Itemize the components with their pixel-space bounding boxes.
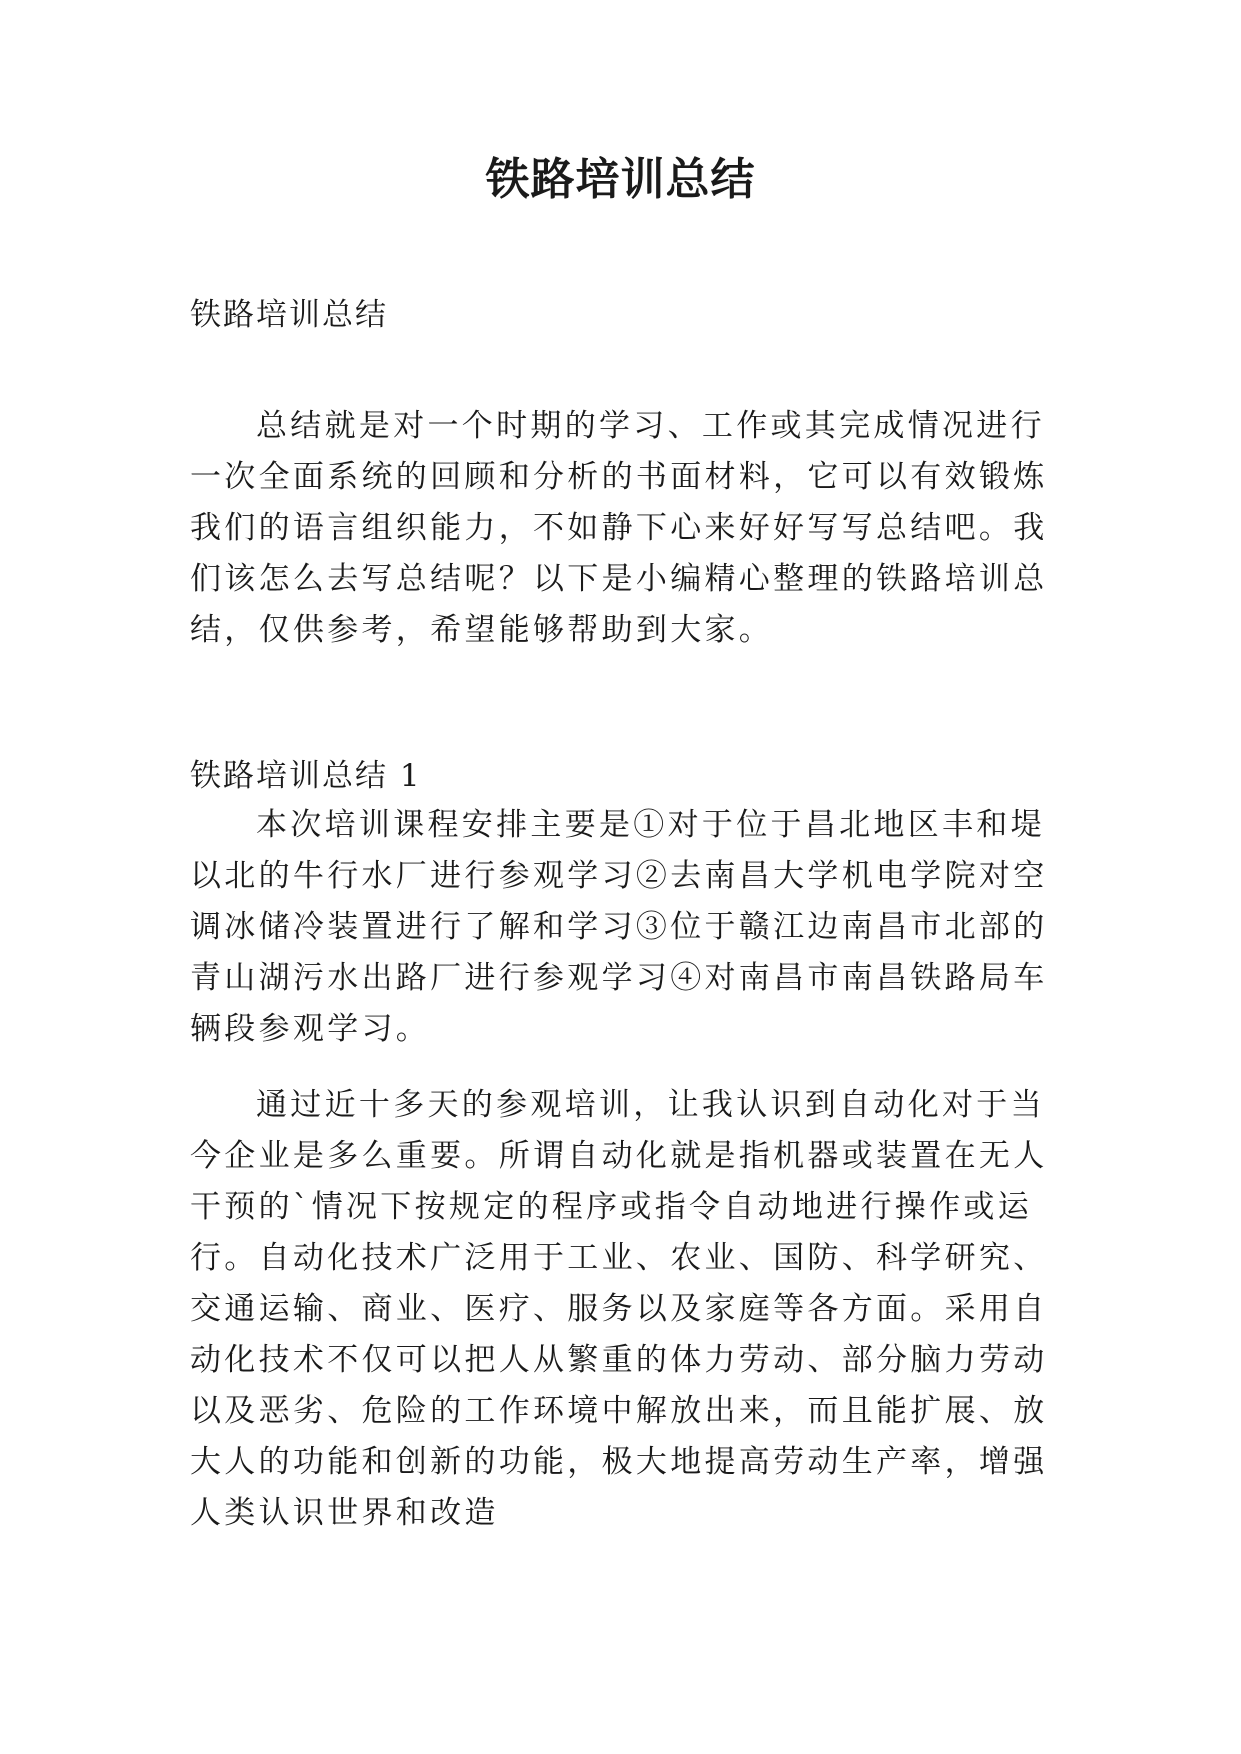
- document-title: 铁路培训总结: [485, 154, 756, 205]
- body-paragraph: 本次培训课程安排主要是①对于位于昌北地区丰和堤以北的牛行水厂进行参观学习②去南昌大学机电学院对空调冰储冷装置进行了解和学习③位于赣江边南昌市北部的青山湖污水出路厂进行参观学习④对南昌市南昌铁路局车辆段参观学习。: [190, 807, 1048, 1047]
- body-paragraph: 通过近十多天的参观培训，让我认识到自动化对于当今企业是多么重要。所谓自动化就是指机器或装置在无人干预的`情况下按规定的程序或指令自动地进行操作或运行。自动化技术广泛用于工业、农业、国防、科学研究、交通运输、商业、医疗、服务以及家庭等各方面。采用自动化技术不仅可以把人从繁重的体力劳动、部分脑力劳动以及恶劣、危险的工作环境中解放出来，而且能扩展、放大人的功能和创新的功能，极大地提高劳动生产率，增强人类认识世界和改造: [190, 1087, 1048, 1531]
- section-heading: 铁路培训总结 1: [190, 758, 422, 794]
- intro-paragraph: 总结就是对一个时期的学习、工作或其完成情况进行一次全面系统的回顾和分析的书面材料，它可以有效锻炼我们的语言组织能力，不如静下心来好好写写总结吧。我们该怎么去写总结呢？以下是小编精心整理的铁路培训总结，仅供参考，希望能够帮助到大家。: [190, 408, 1048, 648]
- document-subtitle: 铁路培训总结: [190, 297, 388, 333]
